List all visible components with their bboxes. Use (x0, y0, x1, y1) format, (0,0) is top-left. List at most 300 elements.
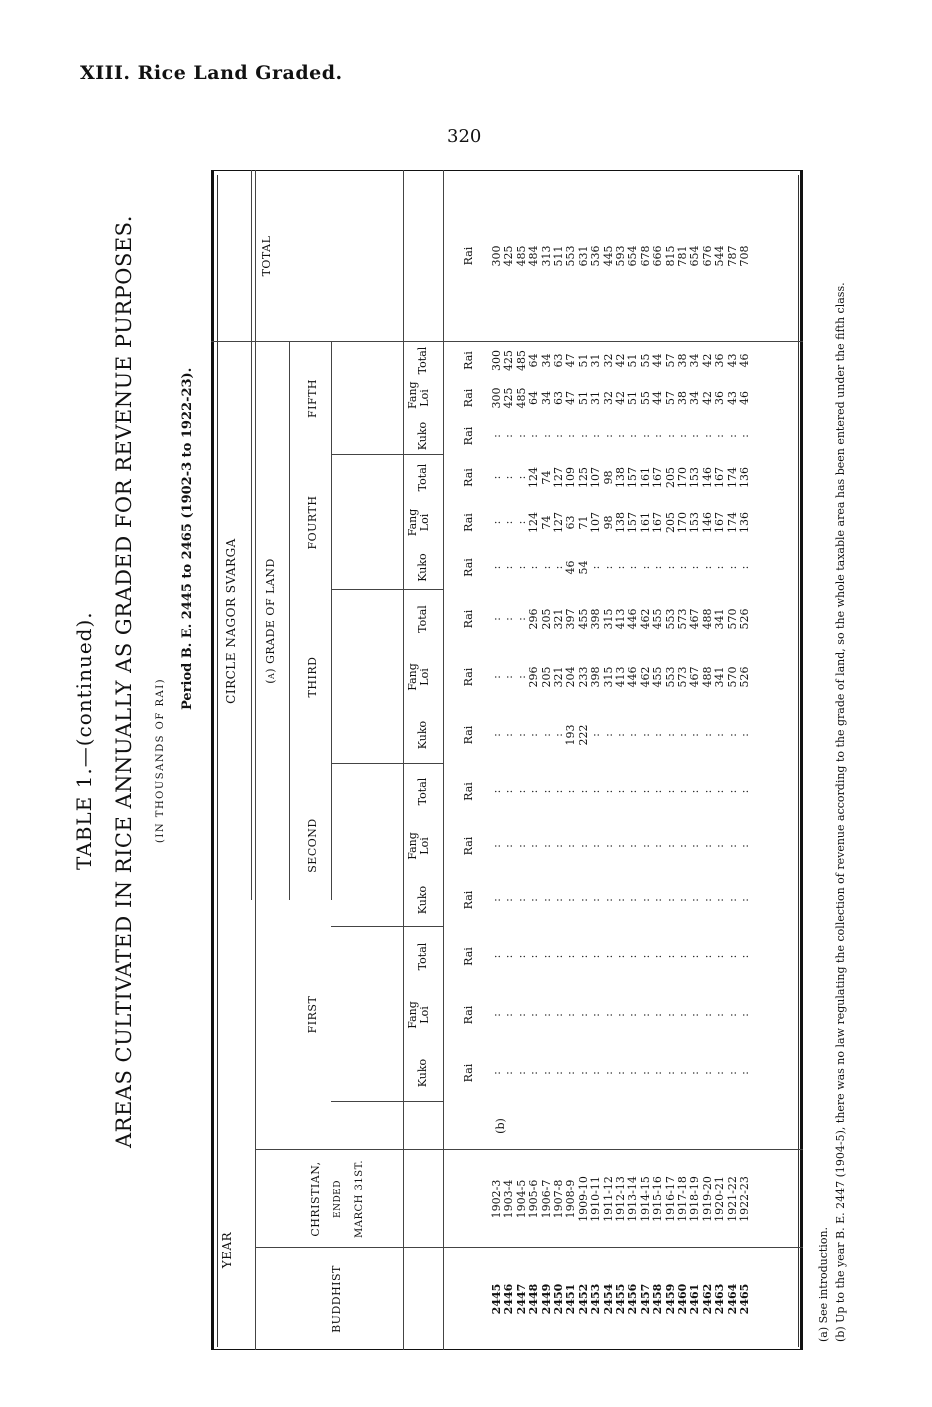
fourth_fang_loi-value: 153 (688, 512, 702, 533)
fifth_total-value: 38 (676, 353, 689, 368)
empty-cell: : (552, 789, 565, 794)
fourth-header: FOURTH (306, 495, 319, 550)
christian-header: CHRISTIAN, ENDED MARCH 31ST. (309, 1160, 365, 1238)
running-head: XIII. Rice Land Graded. (80, 62, 343, 84)
fourth_total-value: 109 (564, 467, 578, 488)
fifth_total-value: 42 (614, 353, 627, 368)
empty-cell: : (700, 1071, 714, 1075)
empty-cell: : (713, 898, 727, 902)
fourth_total-subheader: Total (416, 463, 429, 492)
fourth_total-value: 170 (676, 467, 689, 488)
empty-cell: : (601, 898, 615, 902)
christian-year: 1912-13 (614, 1176, 627, 1222)
third_fang_loi-value: 467 (688, 666, 702, 688)
empty-cell: : (700, 733, 714, 737)
fourth_fang_loi-value: 124 (527, 512, 541, 533)
christian-year: 1908-9 (564, 1179, 578, 1219)
fifth_total-value: 57 (663, 353, 677, 368)
empty-cell: : (502, 1071, 516, 1075)
empty-cell: : (576, 434, 590, 438)
buddhist-year: 2449 (539, 1283, 553, 1315)
empty-cell: : (651, 1071, 665, 1075)
christian-year: 1911-12 (601, 1176, 615, 1222)
empty-cell: : (713, 1071, 727, 1075)
empty-cell: : (651, 733, 665, 737)
fifth_fang_loi-value: 42 (614, 391, 627, 405)
empty-cell: : (589, 789, 603, 794)
empty-cell: : (527, 789, 541, 794)
empty-cell: : (527, 1013, 541, 1017)
grand_total-value: 485 (514, 245, 528, 267)
empty-cell: : (502, 565, 516, 570)
grand_total-value: 678 (638, 245, 652, 267)
grand_total-value: 445 (601, 245, 615, 267)
empty-cell: : (663, 1071, 677, 1075)
empty-cell: : (713, 434, 727, 438)
empty-cell: : (663, 733, 677, 737)
empty-cell: : (676, 434, 689, 438)
empty-cell: : (626, 954, 640, 959)
fifth_fang_loi-value: 51 (626, 391, 640, 405)
empty-cell: : (527, 844, 541, 848)
empty-cell: : (514, 520, 528, 525)
empty-cell: : (514, 475, 528, 480)
buddhist-year: 2458 (651, 1283, 665, 1315)
empty-cell: : (576, 1071, 590, 1075)
empty-cell: : (601, 789, 615, 794)
empty-cell: : (663, 898, 677, 902)
fourth_fang_loi-value: 167 (713, 512, 727, 533)
empty-cell: : (638, 898, 652, 902)
empty-cell: : (725, 1071, 739, 1075)
grand_total-value: 511 (552, 245, 565, 267)
empty-cell: : (725, 789, 739, 794)
footnote-a: (a) See introduction. (817, 1226, 830, 1342)
empty-cell: : (539, 565, 553, 570)
circle-header: CIRCLE NAGOR SVARGA (224, 538, 238, 704)
empty-cell: : (527, 733, 541, 737)
empty-cell: : (614, 1013, 627, 1017)
fifth_total-value: 51 (626, 353, 640, 368)
third_fang_loi-value: 296 (527, 666, 541, 688)
third_total-value: 398 (589, 608, 603, 630)
third_total-value: 315 (601, 608, 615, 630)
grand_total-value: 781 (676, 245, 689, 267)
empty-cell: : (713, 1013, 727, 1017)
grand_total-value: 654 (688, 245, 702, 267)
fifth_fang_loi-value: 38 (676, 391, 689, 405)
third-header: THIRD (306, 656, 319, 698)
total-header: TOTAL (260, 235, 273, 277)
buddhist-year: 2464 (725, 1283, 739, 1315)
empty-cell: : (601, 954, 615, 959)
fourth_total-value: 125 (576, 467, 590, 488)
empty-cell: : (502, 844, 516, 848)
empty-cell: : (490, 733, 503, 737)
empty-cell: : (490, 954, 503, 959)
second_total-subheader: Total (416, 777, 429, 806)
empty-cell: : (713, 844, 727, 848)
empty-cell: : (539, 1071, 553, 1075)
empty-cell: : (725, 954, 739, 959)
grade-header: (a) GRADE OF LAND (264, 558, 277, 684)
empty-cell: : (539, 954, 553, 959)
fourth_total-value: 107 (589, 467, 603, 488)
units-note: (IN THOUSANDS OF RAI) (155, 677, 166, 843)
christian-year: 1914-15 (638, 1176, 652, 1222)
grand_total-value: 654 (626, 245, 640, 267)
empty-cell: : (651, 954, 665, 959)
empty-cell: : (564, 898, 578, 902)
empty-cell: : (713, 789, 727, 794)
empty-cell: : (688, 1071, 702, 1075)
fourth_fang_loi-value: 98 (601, 515, 615, 530)
empty-cell: : (713, 954, 727, 959)
second_kuko-subheader: Kuko (416, 885, 429, 915)
empty-cell: : (539, 1013, 553, 1017)
empty-cell: : (614, 898, 627, 902)
buddhist-year: 2453 (589, 1283, 603, 1315)
empty-cell: : (514, 954, 528, 959)
empty-cell: : (490, 898, 503, 902)
buddhist-year: 2455 (614, 1283, 627, 1315)
fourth_total-value: 174 (725, 467, 739, 488)
empty-cell: : (502, 617, 516, 621)
first_kuko-unit: Rai (462, 1063, 475, 1083)
empty-cell: : (688, 434, 702, 438)
empty-cell: : (700, 565, 714, 570)
empty-cell: : (552, 898, 565, 902)
empty-cell: : (676, 844, 689, 848)
christian-year: 1905-6 (527, 1179, 541, 1219)
fourth_total-value: 98 (601, 470, 615, 485)
fifth_fang_loi-value: 485 (514, 387, 528, 409)
fifth_fang_loi-unit: Rai (462, 388, 475, 408)
third_fang_loi-value: 526 (738, 666, 751, 688)
christian-year: 1910-11 (589, 1176, 603, 1222)
empty-cell: : (601, 1013, 615, 1017)
buddhist-year: 2445 (490, 1283, 503, 1315)
fifth_total-value: 63 (552, 353, 565, 368)
buddhist-year: 2454 (601, 1283, 615, 1315)
empty-cell: : (725, 844, 739, 848)
year-header: YEAR (220, 1231, 234, 1269)
empty-cell: : (552, 844, 565, 848)
empty-cell: : (663, 789, 677, 794)
fifth_total-value: 31 (589, 353, 603, 368)
empty-cell: : (713, 565, 727, 570)
fourth_kuko-value: 46 (564, 560, 578, 575)
empty-cell: : (626, 789, 640, 794)
third_total-value: 570 (725, 608, 739, 630)
empty-cell: : (614, 565, 627, 570)
buddhist-year: 2459 (663, 1283, 677, 1315)
third_total-value: 205 (539, 608, 553, 630)
buddhist-year: 2447 (514, 1283, 528, 1315)
grand_total-value: 676 (700, 245, 714, 267)
empty-cell: : (539, 434, 553, 438)
third_fang_loi-value: 233 (576, 666, 590, 688)
fourth_fang_loi-value: 157 (626, 512, 640, 533)
fifth_kuko-subheader: Kuko (416, 421, 429, 451)
rice-land-table (211, 170, 803, 1350)
fourth_total-value: 167 (713, 467, 727, 488)
fifth_fang_loi-value: 47 (564, 391, 578, 405)
grand_total-value: 536 (589, 245, 603, 267)
empty-cell: : (738, 733, 751, 737)
empty-cell: : (539, 789, 553, 794)
buddhist-year: 2460 (676, 1283, 689, 1315)
fifth_fang_loi-value: 34 (539, 391, 553, 405)
empty-cell: : (564, 954, 578, 959)
buddhist-year: 2451 (564, 1283, 578, 1315)
third_fang_loi-value: 398 (589, 666, 603, 688)
empty-cell: : (651, 565, 665, 570)
buddhist-year: 2450 (552, 1283, 565, 1315)
empty-cell: : (676, 898, 689, 902)
empty-cell: : (564, 844, 578, 848)
third_total-subheader: Total (416, 605, 429, 633)
empty-cell: : (700, 789, 714, 794)
third_total-value: 455 (651, 608, 665, 630)
empty-cell: : (490, 475, 503, 480)
third_fang_loi-value: 488 (700, 666, 714, 688)
empty-cell: : (614, 733, 627, 737)
empty-cell: : (638, 789, 652, 794)
empty-cell: : (614, 844, 627, 848)
empty-cell: : (514, 434, 528, 438)
fourth_total-unit: Rai (462, 468, 475, 487)
empty-cell: : (552, 733, 565, 737)
fifth_fang_loi-value: 64 (527, 391, 541, 405)
third_total-value: 455 (576, 608, 590, 630)
empty-cell: : (688, 898, 702, 902)
buddhist-year: 2456 (626, 1283, 640, 1315)
fifth_total-value: 300 (490, 350, 503, 371)
empty-cell: : (490, 844, 503, 848)
third_kuko-value: 222 (576, 724, 590, 746)
third_total-value: 462 (638, 608, 652, 630)
empty-cell: : (738, 1071, 751, 1075)
empty-cell: : (576, 898, 590, 902)
third_fang_loi-subheader: Fang Loi (406, 663, 431, 691)
empty-cell: : (738, 789, 751, 794)
empty-cell: : (676, 1013, 689, 1017)
empty-cell: : (651, 844, 665, 848)
third_fang_loi-value: 553 (663, 666, 677, 688)
empty-cell: : (514, 733, 528, 737)
fourth_total-value: 205 (663, 467, 677, 488)
fourth_fang_loi-value: 146 (700, 512, 714, 533)
third_kuko-subheader: Kuko (416, 720, 429, 750)
third_fang_loi-value: 573 (676, 666, 689, 688)
third_fang_loi-value: 321 (552, 666, 565, 688)
fourth_fang_loi-unit: Rai (462, 513, 475, 532)
empty-cell: : (663, 434, 677, 438)
empty-cell: : (514, 1071, 528, 1075)
grand_total-value: 666 (651, 245, 665, 267)
empty-cell: : (564, 434, 578, 438)
christian-year: 1918-19 (688, 1176, 702, 1222)
empty-cell: : (738, 434, 751, 438)
empty-cell: : (502, 898, 516, 902)
empty-cell: : (626, 733, 640, 737)
empty-cell: : (614, 954, 627, 959)
fourth_total-value: 157 (626, 467, 640, 488)
empty-cell: : (725, 898, 739, 902)
empty-cell: : (688, 733, 702, 737)
third_total-value: 467 (688, 608, 702, 630)
period-line: Period B. E. 2445 to 2465 (1902-3 to 1922-23). (180, 367, 195, 710)
empty-cell: : (514, 1013, 528, 1017)
empty-cell: : (601, 565, 615, 570)
empty-cell: : (576, 844, 590, 848)
empty-cell: : (564, 1071, 578, 1075)
empty-cell: : (589, 733, 603, 737)
empty-cell: : (700, 954, 714, 959)
empty-cell: : (626, 1071, 640, 1075)
third_fang_loi-value: 462 (638, 666, 652, 688)
grand_total-unit: Rai (462, 246, 475, 266)
third_total-value: 446 (626, 608, 640, 630)
fifth_total-value: 32 (601, 353, 615, 368)
fifth_total-value: 42 (700, 353, 714, 368)
empty-cell: : (663, 844, 677, 848)
empty-cell: : (502, 733, 516, 737)
empty-cell: : (713, 733, 727, 737)
third_total-value: 321 (552, 608, 565, 630)
fifth_kuko-unit: Rai (462, 426, 475, 446)
note-b-marker: (b) (494, 1118, 507, 1134)
fifth_total-value: 46 (738, 353, 751, 368)
empty-cell: : (502, 789, 516, 794)
grand_total-value: 708 (738, 245, 751, 267)
empty-cell: : (663, 954, 677, 959)
empty-cell: : (688, 954, 702, 959)
empty-cell: : (589, 1071, 603, 1075)
empty-cell: : (527, 434, 541, 438)
christian-year: 1921-22 (725, 1176, 739, 1222)
empty-cell: : (626, 434, 640, 438)
third_kuko-value: 193 (564, 724, 578, 746)
empty-cell: : (539, 844, 553, 848)
empty-cell: : (527, 565, 541, 570)
empty-cell: : (589, 565, 603, 570)
empty-cell: : (688, 844, 702, 848)
grand_total-value: 484 (527, 245, 541, 267)
christian-year: 1915-16 (651, 1176, 665, 1222)
empty-cell: : (589, 844, 603, 848)
grand_total-value: 815 (663, 245, 677, 267)
buddhist-year: 2463 (713, 1283, 727, 1315)
empty-cell: : (490, 789, 503, 794)
empty-cell: : (651, 434, 665, 438)
fifth_total-value: 44 (651, 353, 665, 368)
empty-cell: : (700, 844, 714, 848)
third_total-value: 488 (700, 608, 714, 630)
empty-cell: : (676, 954, 689, 959)
empty-cell: : (589, 434, 603, 438)
empty-cell: : (738, 844, 751, 848)
third_fang_loi-value: 413 (614, 666, 627, 688)
third_fang_loi-value: 341 (713, 666, 727, 688)
footnote-b: (b) Up to the year B. E. 2447 (1904-5), there was no law regulating the collection of revenue according to the grade of land, so the whole taxable area has been entered under the fifth class. (834, 282, 847, 1342)
third_total-value: 296 (527, 608, 541, 630)
empty-cell: : (651, 789, 665, 794)
empty-cell: : (725, 434, 739, 438)
first_total-subheader: Total (416, 942, 429, 971)
grand_total-value: 544 (713, 245, 727, 267)
empty-cell: : (502, 475, 516, 480)
fourth_fang_loi-value: 205 (663, 512, 677, 533)
christian-year: 1904-5 (514, 1179, 528, 1219)
empty-cell: : (700, 1013, 714, 1017)
fourth_fang_loi-value: 138 (614, 512, 627, 533)
empty-cell: : (527, 1071, 541, 1075)
christian-year: 1919-20 (700, 1176, 714, 1222)
fourth_total-value: 138 (614, 467, 627, 488)
empty-cell: : (663, 565, 677, 570)
first-header: FIRST (306, 995, 319, 1034)
empty-cell: : (601, 434, 615, 438)
first_kuko-subheader: Kuko (416, 1058, 429, 1088)
fourth_total-value: 161 (638, 467, 652, 488)
fifth_total-value: 51 (576, 353, 590, 368)
empty-cell: : (676, 1071, 689, 1075)
third_total-value: 413 (614, 608, 627, 630)
empty-cell: : (502, 434, 516, 438)
christian-year: 1909-10 (576, 1176, 590, 1222)
christian-year: 1917-18 (676, 1176, 689, 1222)
empty-cell: : (676, 789, 689, 794)
fourth_total-value: 153 (688, 467, 702, 488)
fourth_fang_loi-value: 174 (725, 512, 739, 533)
fourth_total-value: 74 (539, 470, 553, 485)
fourth_fang_loi-value: 167 (651, 512, 665, 533)
second_fang_loi-unit: Rai (462, 836, 475, 856)
empty-cell: : (502, 1013, 516, 1017)
fifth_fang_loi-value: 42 (700, 391, 714, 405)
empty-cell: : (614, 789, 627, 794)
third_fang_loi-value: 570 (725, 666, 739, 688)
grand_total-value: 787 (725, 245, 739, 267)
empty-cell: : (688, 1013, 702, 1017)
empty-cell: : (490, 565, 503, 570)
fifth_fang_loi-value: 300 (490, 387, 503, 409)
empty-cell: : (738, 898, 751, 902)
first_fang_loi-subheader: Fang Loi (406, 1001, 431, 1029)
fourth_fang_loi-value: 136 (738, 512, 751, 533)
fourth_fang_loi-value: 170 (676, 512, 689, 533)
fourth_fang_loi-value: 107 (589, 512, 603, 533)
empty-cell: : (601, 844, 615, 848)
fourth_fang_loi-value: 63 (564, 515, 578, 530)
fifth_total-value: 34 (539, 353, 553, 368)
christian-year: 1913-14 (626, 1176, 640, 1222)
christian-year: 1920-21 (713, 1176, 727, 1222)
empty-cell: : (700, 898, 714, 902)
third_fang_loi-value: 446 (626, 666, 640, 688)
buddhist-year: 2465 (738, 1283, 751, 1315)
christian-year: 1922-23 (738, 1176, 751, 1222)
empty-cell: : (527, 954, 541, 959)
grand_total-value: 425 (502, 245, 516, 267)
empty-cell: : (638, 954, 652, 959)
page-number: 320 (447, 126, 482, 147)
third_total-value: 341 (713, 608, 727, 630)
empty-cell: : (651, 1013, 665, 1017)
fifth_fang_loi-value: 57 (663, 391, 677, 405)
